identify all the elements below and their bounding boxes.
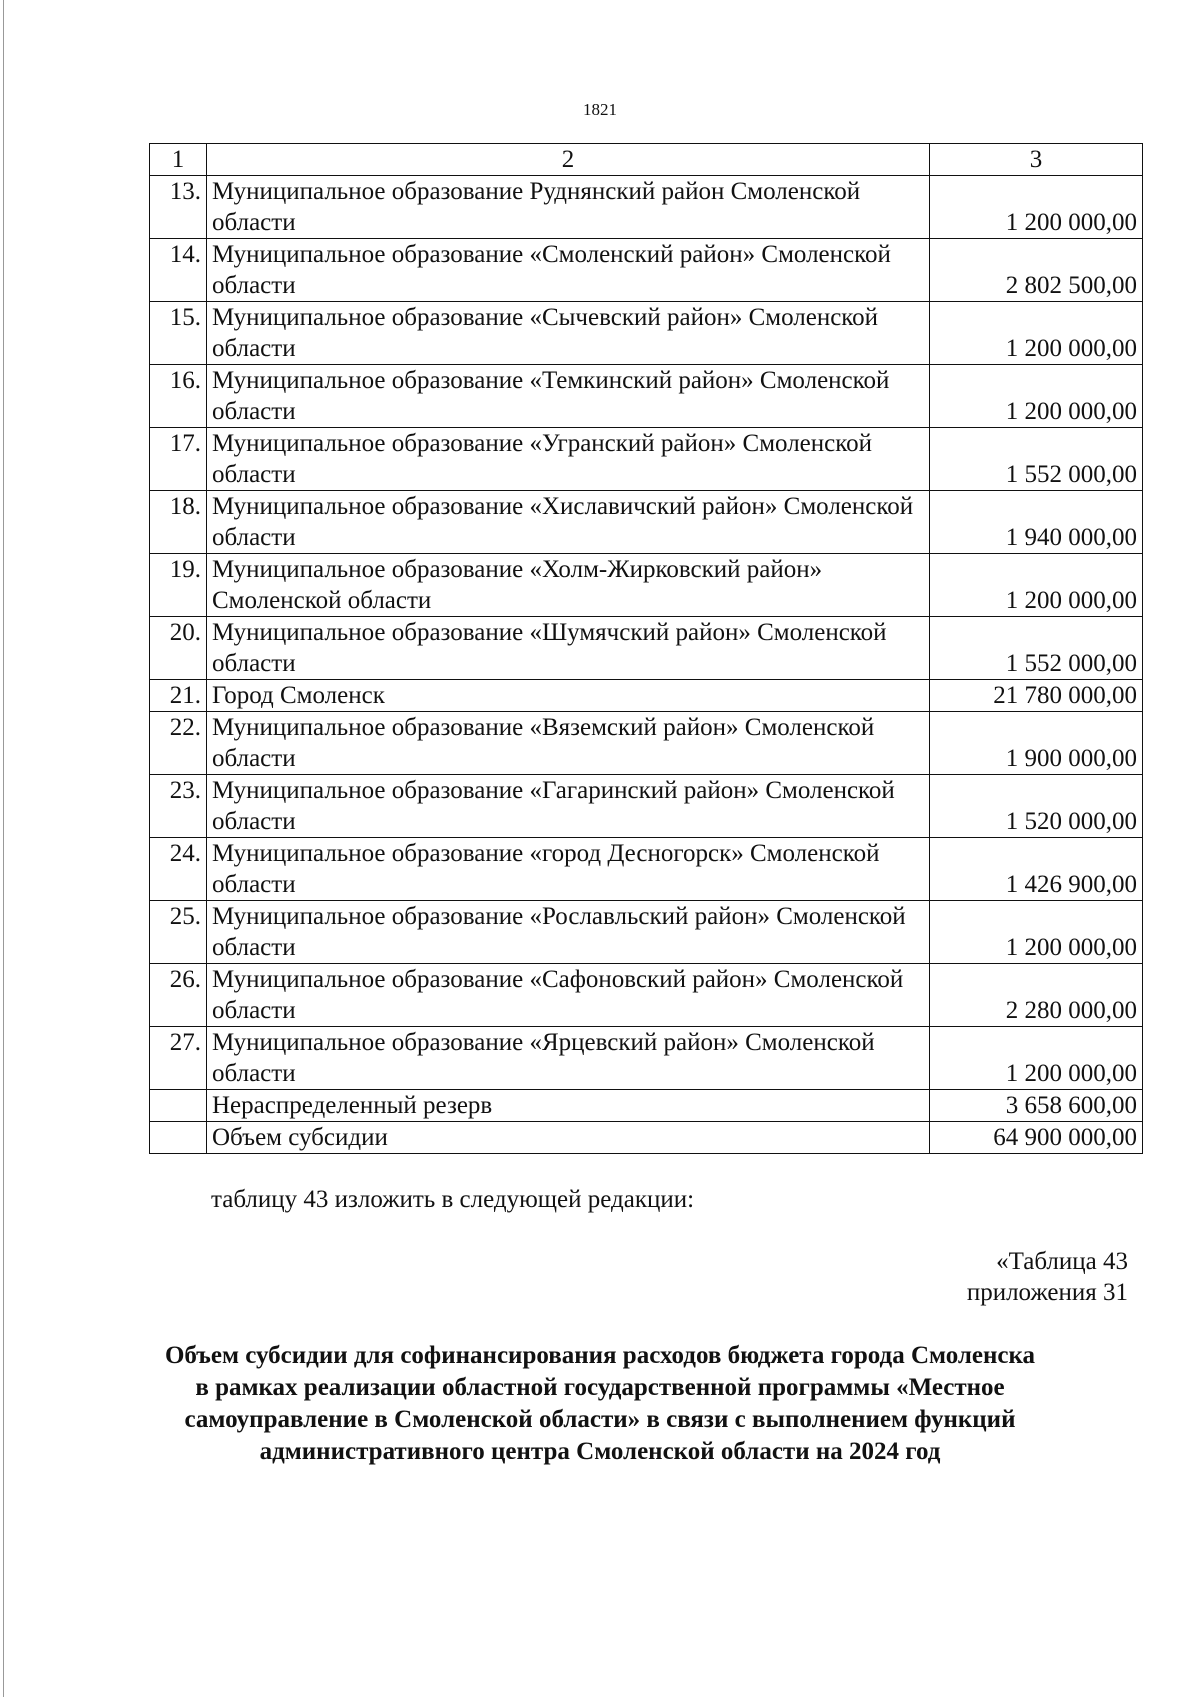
page-number: 1821 <box>583 100 617 119</box>
table-row <box>150 617 1143 680</box>
row-municipality-name: Муниципальное образование «Ярцевский район» Смоленской области <box>207 1027 930 1090</box>
row-municipality-name: Объем субсидии <box>207 1122 930 1154</box>
table-row <box>150 554 1143 617</box>
header-col-2: 2 <box>207 144 930 176</box>
row-amount: 1 200 000,00 <box>930 1027 1143 1090</box>
row-amount: 64 900 000,00 <box>930 1122 1143 1154</box>
row-municipality-name: Муниципальное образование «Сафоновский район» Смоленской области <box>207 964 930 1027</box>
table-row <box>150 712 1143 775</box>
header-col-3: 3 <box>930 144 1143 176</box>
row-municipality-name: Муниципальное образование «Рославльский район» Смоленской области <box>207 901 930 964</box>
row-amount: 1 200 000,00 <box>930 176 1143 239</box>
row-amount: 1 900 000,00 <box>930 712 1143 775</box>
row-number: 14. <box>150 239 207 302</box>
row-number: 23. <box>150 775 207 838</box>
table-row <box>150 775 1143 838</box>
table-row <box>150 1122 1143 1154</box>
row-municipality-name: Муниципальное образование «Сычевский район» Смоленской области <box>207 302 930 365</box>
row-amount: 1 200 000,00 <box>930 554 1143 617</box>
row-amount: 1 520 000,00 <box>930 775 1143 838</box>
row-number <box>150 1122 207 1154</box>
row-municipality-name: Муниципальное образование «Темкинский район» Смоленской области <box>207 365 930 428</box>
scan-margin-line <box>3 0 4 1697</box>
row-municipality-name: Муниципальное образование «Шумячский район» Смоленской области <box>207 617 930 680</box>
row-number <box>150 1090 207 1122</box>
row-amount: 1 426 900,00 <box>930 838 1143 901</box>
table-row <box>150 838 1143 901</box>
table-row <box>150 964 1143 1027</box>
title-line: административного центра Смоленской области на 2024 год <box>259 1438 941 1465</box>
row-amount: 2 280 000,00 <box>930 964 1143 1027</box>
table-header-row <box>150 144 1143 176</box>
row-amount: 1 200 000,00 <box>930 901 1143 964</box>
document-title <box>130 1340 1070 1468</box>
row-number: 21. <box>150 680 207 712</box>
row-municipality-name: Муниципальное образование Руднянский район Смоленской области <box>207 176 930 239</box>
table-row <box>150 680 1143 712</box>
row-number: 16. <box>150 365 207 428</box>
instruction-text: таблицу 43 изложить в следующей редакции: <box>211 1186 695 1213</box>
table-row <box>150 491 1143 554</box>
row-number: 15. <box>150 302 207 365</box>
caption-line-table: «Таблица 43 <box>996 1248 1128 1275</box>
row-municipality-name: Муниципальное образование «Хиславичский район» Смоленской области <box>207 491 930 554</box>
row-number: 22. <box>150 712 207 775</box>
caption-line-appendix: приложения 31 <box>966 1279 1128 1306</box>
row-municipality-name: Город Смоленск <box>207 680 930 712</box>
table-row <box>150 239 1143 302</box>
row-amount: 1 552 000,00 <box>930 428 1143 491</box>
row-number: 26. <box>150 964 207 1027</box>
row-municipality-name: Муниципальное образование «Смоленский район» Смоленской области <box>207 239 930 302</box>
subsidy-table <box>149 143 1143 1154</box>
row-amount: 1 552 000,00 <box>930 617 1143 680</box>
row-amount: 2 802 500,00 <box>930 239 1143 302</box>
table-row <box>150 428 1143 491</box>
row-municipality-name: Муниципальное образование «город Десногорск» Смоленской области <box>207 838 930 901</box>
row-amount: 1 940 000,00 <box>930 491 1143 554</box>
row-number: 18. <box>150 491 207 554</box>
row-municipality-name: Муниципальное образование «Угранский район» Смоленской области <box>207 428 930 491</box>
row-number: 20. <box>150 617 207 680</box>
row-amount: 1 200 000,00 <box>930 302 1143 365</box>
table-row <box>150 1027 1143 1090</box>
row-municipality-name: Муниципальное образование «Вяземский район» Смоленской области <box>207 712 930 775</box>
table-caption <box>967 1246 1128 1308</box>
title-line: Объем субсидии для софинансирования расходов бюджета города Смоленска <box>164 1342 1036 1369</box>
table-row <box>150 365 1143 428</box>
title-line: самоуправление в Смоленской области» в связи с выполнением функций <box>184 1406 1016 1433</box>
row-municipality-name: Муниципальное образование «Гагаринский район» Смоленской области <box>207 775 930 838</box>
row-number: 25. <box>150 901 207 964</box>
row-number: 27. <box>150 1027 207 1090</box>
row-number: 19. <box>150 554 207 617</box>
table-row <box>150 1090 1143 1122</box>
table-row <box>150 901 1143 964</box>
row-number: 24. <box>150 838 207 901</box>
title-line: в рамках реализации областной государственной программы «Местное <box>195 1374 1005 1401</box>
row-municipality-name: Муниципальное образование «Холм-Жирковский район» Смоленской области <box>207 554 930 617</box>
table-row <box>150 302 1143 365</box>
row-number: 13. <box>150 176 207 239</box>
row-amount: 21 780 000,00 <box>930 680 1143 712</box>
row-amount: 1 200 000,00 <box>930 365 1143 428</box>
table-row <box>150 176 1143 239</box>
header-col-1: 1 <box>150 144 207 176</box>
row-number: 17. <box>150 428 207 491</box>
row-amount: 3 658 600,00 <box>930 1090 1143 1122</box>
row-municipality-name: Нераспределенный резерв <box>207 1090 930 1122</box>
